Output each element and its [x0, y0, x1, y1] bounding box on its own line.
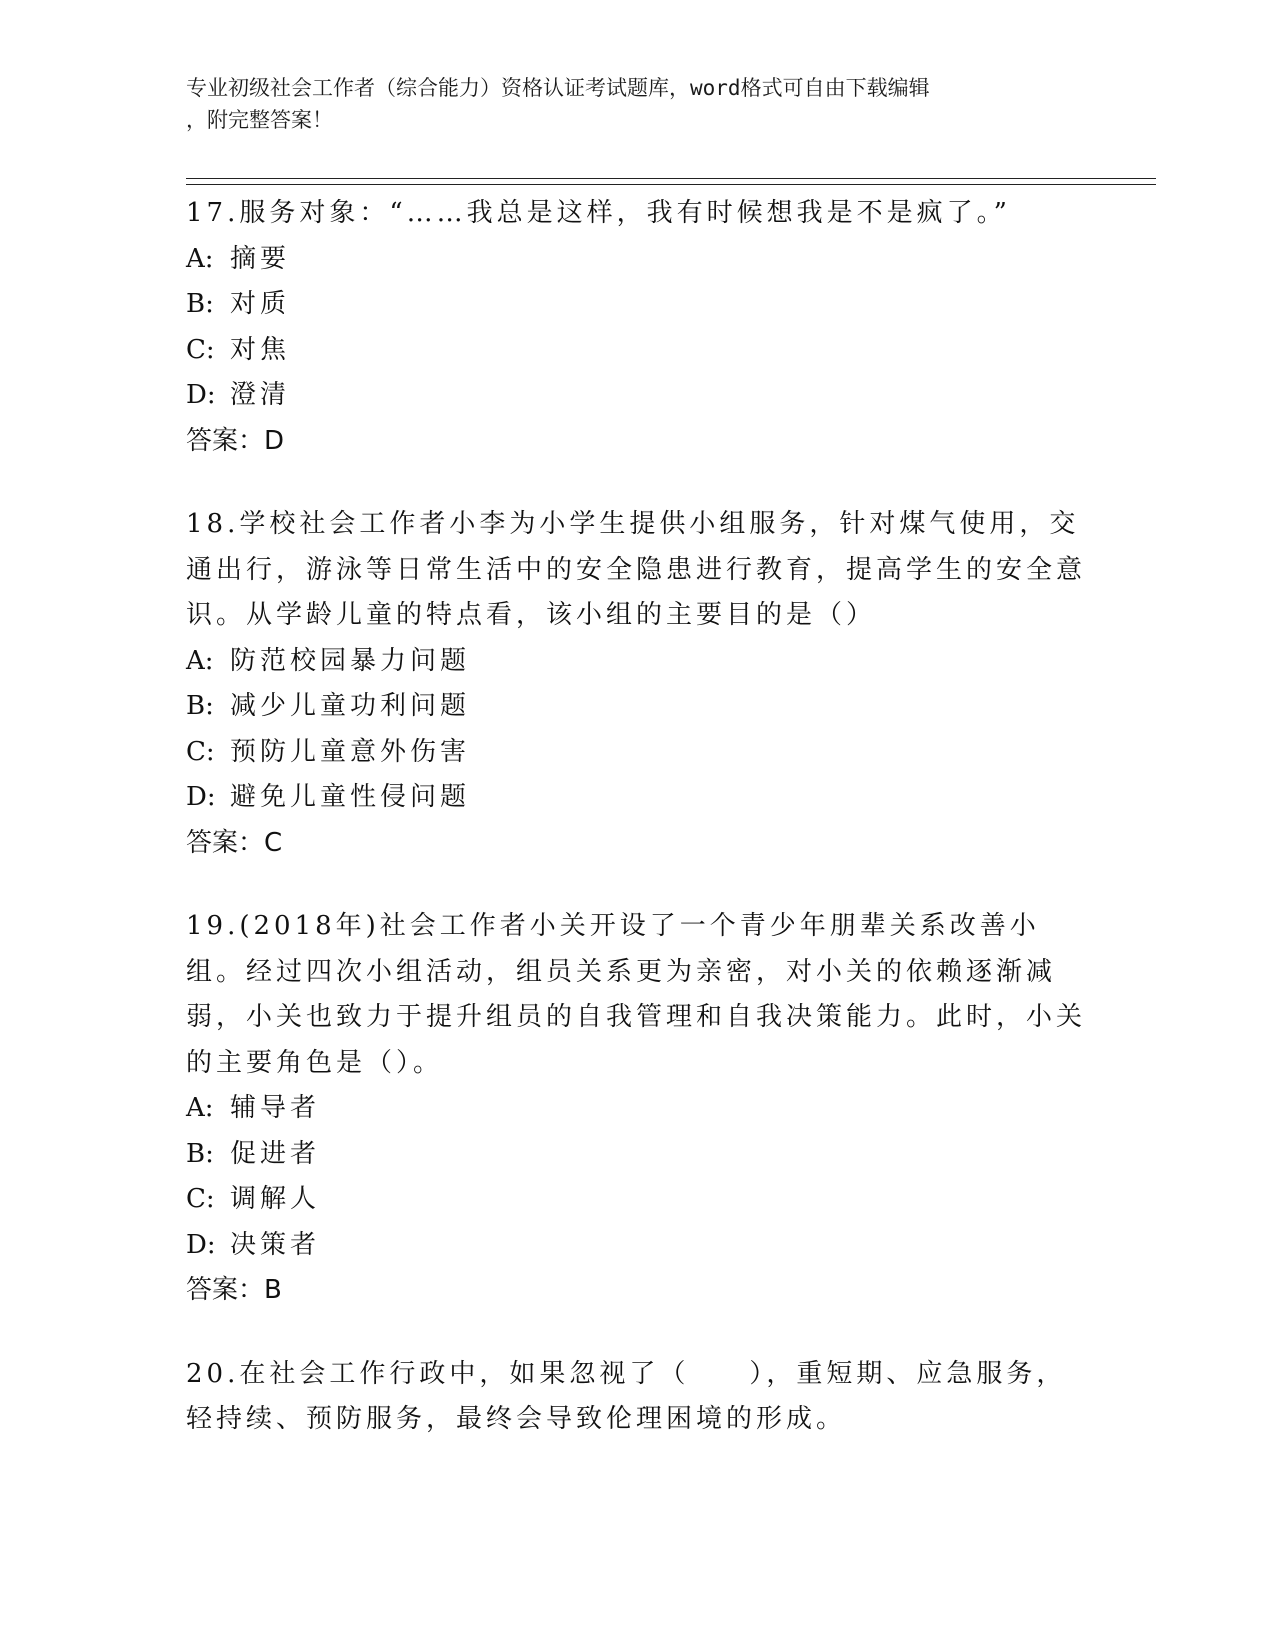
question-text: 18.学校社会工作者小李为小学生提供小组服务，针对煤气使用，交通出行，游泳等日常生活中的安全隐患进行教育，提高学生的安全意识。从学龄儿童的特点看，该小组的主要目的是（） [186, 509, 1087, 630]
option-text: 决策者 [230, 1229, 321, 1260]
option-text: 调解人 [230, 1184, 321, 1214]
option-b [186, 684, 1086, 730]
answer-line: 答案：B [186, 1275, 282, 1305]
answer-line: 答案：D [186, 425, 285, 456]
option-key: A: [186, 645, 214, 676]
option-key: B: [186, 691, 214, 721]
option-text: 辅导者 [230, 1093, 321, 1123]
option-text: 对焦 [230, 334, 291, 365]
option-key: D: [186, 782, 216, 812]
question-text: 17.服务对象：“……我总是这样，我有时候想我是不是疯了。” [186, 198, 1011, 228]
option-key: D: [186, 1229, 216, 1260]
option-text: 促进者 [230, 1138, 321, 1169]
option-a [186, 639, 1086, 685]
header-line-2: ，附完整答案！ [186, 108, 333, 132]
question-20 [186, 1352, 1086, 1443]
document-header [186, 72, 1106, 136]
option-text: 预防儿童意外伤害 [230, 736, 471, 767]
question-text: 19.(2018年)社会工作者小关开设了一个青少年朋辈关系改善小组。经过四次小组活动，组员关系更为亲密，对小关的依赖逐渐减弱，小关也致力于提升组员的自我管理和自我决策能力。此时，小关的主要角色是（）。 [186, 911, 1087, 1078]
question-19 [186, 904, 1086, 1314]
option-a [186, 1086, 1086, 1132]
option-key: C: [186, 736, 215, 767]
option-key: B: [186, 289, 214, 319]
option-text: 防范校园暴力问题 [230, 645, 471, 676]
option-c [186, 1177, 1086, 1223]
option-a [186, 237, 1086, 283]
header-divider-top [186, 178, 1156, 179]
option-key: C: [186, 1184, 215, 1214]
option-text: 澄清 [230, 380, 291, 410]
header-line-1: 专业初级社会工作者（综合能力）资格认证考试题库，word格式可自由下载编辑 [186, 76, 930, 100]
option-d [186, 1223, 1086, 1269]
question-text: 20.在社会工作行政中，如果忽视了（ ），重短期、应急服务，轻持续、预防服务，最终会导致伦理困境的形成。 [186, 1358, 1067, 1434]
option-key: A: [186, 1093, 214, 1123]
option-text: 摘要 [230, 243, 291, 274]
option-c [186, 730, 1086, 776]
header-divider-bottom [186, 184, 1156, 185]
option-key: B: [186, 1138, 214, 1169]
option-b [186, 282, 1086, 328]
option-d [186, 775, 1086, 821]
option-d [186, 373, 1086, 419]
question-list [186, 191, 1086, 1481]
option-key: C: [186, 334, 215, 365]
option-key: D: [186, 380, 216, 410]
question-17 [186, 191, 1086, 464]
answer-line: 答案：C [186, 827, 283, 858]
option-text: 减少儿童功利问题 [230, 691, 471, 721]
option-c [186, 328, 1086, 374]
option-key: A: [186, 243, 214, 274]
option-b [186, 1132, 1086, 1178]
option-text: 避免儿童性侵问题 [230, 782, 471, 812]
option-text: 对质 [230, 289, 291, 319]
question-18 [186, 502, 1086, 866]
